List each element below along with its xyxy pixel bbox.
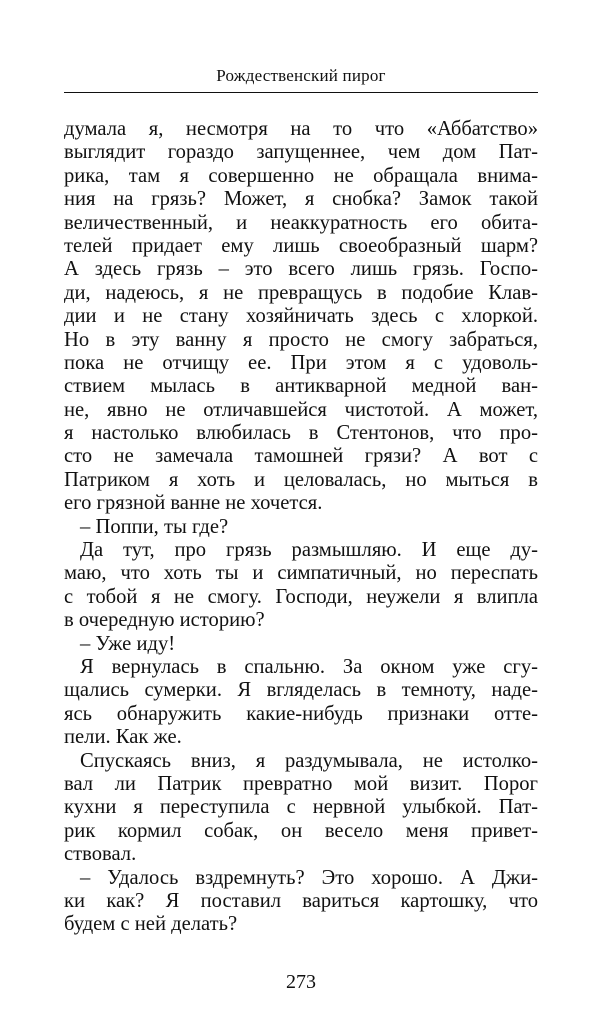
text-line: сто не замечала тамошней грязи? А вот с <box>64 445 538 468</box>
text-line: пели. Как же. <box>64 726 182 749</box>
text-line: ствием мылась в антикварной медной ван- <box>64 375 538 398</box>
running-title: Рождественский пирог <box>216 66 386 85</box>
dialogue-line: – Уже иду! <box>80 632 176 655</box>
text-line: ясь обнаружить какие-нибудь признаки отте- <box>64 702 538 725</box>
text-line: кухни я переступила с нервной улыбкой. Пат- <box>64 796 538 819</box>
dialogue-line: – Удалось вздремнуть? Это хорошо. А Джи- <box>80 866 538 889</box>
text-line: в очередную историю? <box>64 609 265 632</box>
text-line: Но в эту ванну я просто не смогу забраться, <box>64 328 538 351</box>
text-line: дии и не стану хозяйничать здесь с хлоркой. <box>64 305 538 328</box>
text-line: А здесь грязь – это всего лишь грязь. Госпо- <box>64 258 538 281</box>
text-line: Да тут, про грязь размышляю. И еще ду- <box>80 539 538 562</box>
text-line: телей придает ему лишь своеобразный шарм? <box>64 234 538 257</box>
text-line: я настолько влюбилась в Стентонов, что про- <box>64 422 538 445</box>
text-line: выглядит гораздо запущеннее, чем дом Пат- <box>64 141 538 164</box>
text-line: маю, что хоть ты и симпатичный, но переспать <box>64 562 538 585</box>
header-rule <box>64 92 538 93</box>
text-line: пока не отчищу ее. При этом я с удоволь- <box>64 351 538 374</box>
dialogue-line: – Поппи, ты где? <box>80 515 229 538</box>
text-line: ния на грязь? Может, я снобка? Замок такой <box>64 188 538 211</box>
text-line: рика, там я совершенно не обращала внима- <box>64 164 538 187</box>
text-line: величественный, и неаккуратность его обита- <box>64 211 538 234</box>
text-line: с тобой я не смогу. Господи, неужели я влипла <box>64 585 538 608</box>
text-line: рик кормил собак, он весело меня привет- <box>64 819 538 842</box>
page-number: 273 <box>286 971 316 993</box>
text-line: вал ли Патрик превратно мой визит. Порог <box>64 772 538 795</box>
text-line: думала я, несмотря на то что «Аббатство» <box>64 118 538 140</box>
body-text <box>64 118 538 937</box>
text-line: Я вернулась в спальню. За окном уже сгу- <box>80 655 538 678</box>
book-page <box>64 0 538 1033</box>
text-line: его грязной ванне не хочется. <box>64 492 323 515</box>
text-line: ди, надеюсь, я не превращусь в подобие Клав- <box>64 281 538 304</box>
text-line: будем с ней делать? <box>64 913 238 936</box>
text-line: щались сумерки. Я вгляделась в темноту, наде- <box>64 679 538 702</box>
text-line: ствовал. <box>64 843 137 866</box>
text-line: ки как? Я поставил вариться картошку, что <box>64 889 538 912</box>
text-line: не, явно не отличавшейся чистотой. А может, <box>64 398 538 421</box>
text-line: Спускаясь вниз, я раздумывала, не истолко- <box>80 749 538 772</box>
text-line: Патриком я хоть и целовалась, но мыться в <box>64 468 538 491</box>
